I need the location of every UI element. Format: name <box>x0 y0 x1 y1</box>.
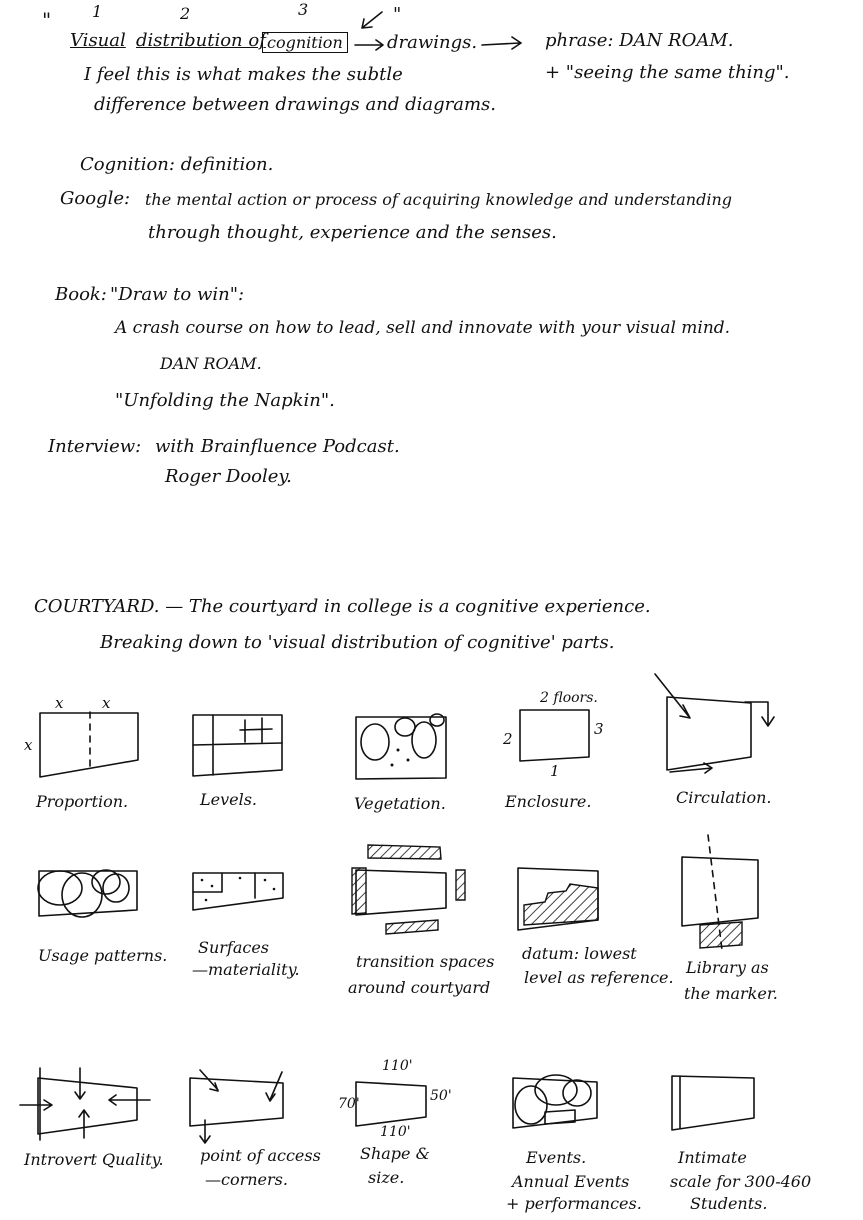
sketch-introvert <box>20 1068 150 1140</box>
sketch-surfaces <box>193 873 283 910</box>
caption-vegetation: Vegetation. <box>354 794 446 813</box>
header-feel-line-1: I feel this is what makes the subtle <box>84 64 403 85</box>
google-label: Google: <box>60 188 131 209</box>
caption-events-line-3: + performances. <box>506 1194 642 1213</box>
sketch-intimate-scale <box>672 1076 754 1130</box>
header-num-2: 2 <box>180 4 191 23</box>
caption-transition-line-1: transition spaces <box>356 952 495 971</box>
sketch-library <box>682 835 758 950</box>
caption-surfaces-line-2: —materiality. <box>192 960 300 979</box>
size-left-dimension: 70' <box>338 1096 360 1112</box>
enclosure-side-1: 1 <box>550 762 560 780</box>
interview-label: Interview: <box>48 436 142 457</box>
caption-access-line-1: point of access <box>200 1146 321 1165</box>
sketch-datum <box>518 868 598 930</box>
size-bottom-dimension: 110' <box>380 1124 411 1140</box>
caption-circulation: Circulation. <box>676 788 772 807</box>
caption-shape-line-1: Shape & <box>360 1144 430 1163</box>
caption-intimate-line-1: Intimate <box>678 1148 747 1167</box>
header-num-3: 3 <box>298 0 309 19</box>
google-line-2: through thought, experience and the senses. <box>148 222 557 243</box>
caption-datum-line-2: level as reference. <box>524 968 674 987</box>
header-drawings: drawings. <box>387 32 478 53</box>
header-word-cognition: cognition <box>262 32 348 53</box>
size-right-dimension: 50' <box>430 1088 452 1104</box>
caption-proportion: Proportion. <box>36 792 129 811</box>
header-feel-line-2: difference between drawings and diagrams. <box>94 94 496 115</box>
book-author: DAN ROAM. <box>160 354 262 373</box>
sketch-shape-size <box>356 1082 426 1126</box>
enclosure-side-2: 2 <box>503 730 513 748</box>
drawings-arrow <box>355 40 383 50</box>
sketch-point-of-access <box>190 1070 283 1143</box>
header-word-distribution: distribution of <box>136 30 266 51</box>
sketch-proportion <box>40 712 138 777</box>
caption-intimate-line-3: Students. <box>690 1194 768 1213</box>
header-num-1: 1 <box>92 2 103 21</box>
size-top-dimension: 110' <box>382 1058 413 1074</box>
sketch-levels <box>193 715 282 776</box>
proportion-x-left: x <box>24 736 33 754</box>
sketch-vegetation <box>356 714 446 779</box>
caption-surfaces-line-1: Surfaces <box>198 938 270 957</box>
cognition-heading: Cognition: definition. <box>80 154 274 175</box>
proportion-x-top-right: x <box>102 694 111 712</box>
sketch-transition-spaces <box>352 845 465 934</box>
caption-introvert: Introvert Quality. <box>24 1150 164 1169</box>
caption-shape-line-2: size. <box>368 1168 405 1187</box>
enclosure-floors: 2 floors. <box>540 690 598 706</box>
caption-events-line-2: Annual Events <box>512 1172 630 1191</box>
header-seeing: + "seeing the same thing". <box>545 62 790 83</box>
header-quote-close: " <box>393 4 402 25</box>
sketch-circulation <box>655 674 774 773</box>
courtyard-line-2: Breaking down to 'visual distribution of cognitive' parts. <box>100 632 615 653</box>
sketch-events <box>513 1075 597 1128</box>
phrase-arrow <box>482 37 521 49</box>
caption-library-line-1: Library as <box>686 958 769 977</box>
header-quote-open: " <box>42 8 52 32</box>
caption-levels: Levels. <box>200 790 258 809</box>
enclosure-side-3: 3 <box>594 720 604 738</box>
caption-usage-patterns: Usage patterns. <box>38 946 168 965</box>
caption-access-line-2: —corners. <box>205 1170 288 1189</box>
book-other-title: "Unfolding the Napkin". <box>115 390 335 411</box>
caption-enclosure: Enclosure. <box>505 792 592 811</box>
cognition-pointer-arrow <box>362 12 382 28</box>
book-label: Book: <box>55 284 107 305</box>
caption-datum-line-1: datum: lowest <box>522 944 637 963</box>
proportion-x-top-left: x <box>55 694 64 712</box>
caption-intimate-line-2: scale for 300-460 <box>670 1172 812 1191</box>
interview-host: Roger Dooley. <box>165 466 292 487</box>
google-line-1: the mental action or process of acquiring knowledge and understanding <box>145 190 732 209</box>
sketch-usage-patterns <box>38 870 137 917</box>
book-subtitle: A crash course on how to lead, sell and innovate with your visual mind. <box>115 318 731 338</box>
header-phrase: phrase: DAN ROAM. <box>545 30 734 51</box>
book-title: "Draw to win": <box>110 284 245 305</box>
caption-library-line-2: the marker. <box>684 984 778 1003</box>
caption-transition-line-2: around courtyard <box>348 978 491 997</box>
sketch-enclosure <box>520 710 589 761</box>
interview-line: with Brainfluence Podcast. <box>155 436 400 457</box>
courtyard-line-1: COURTYARD. — The courtyard in college is a cognitive experience. <box>34 596 651 617</box>
caption-events-line-1: Events. <box>526 1148 587 1167</box>
header-word-visual: Visual <box>70 30 126 51</box>
